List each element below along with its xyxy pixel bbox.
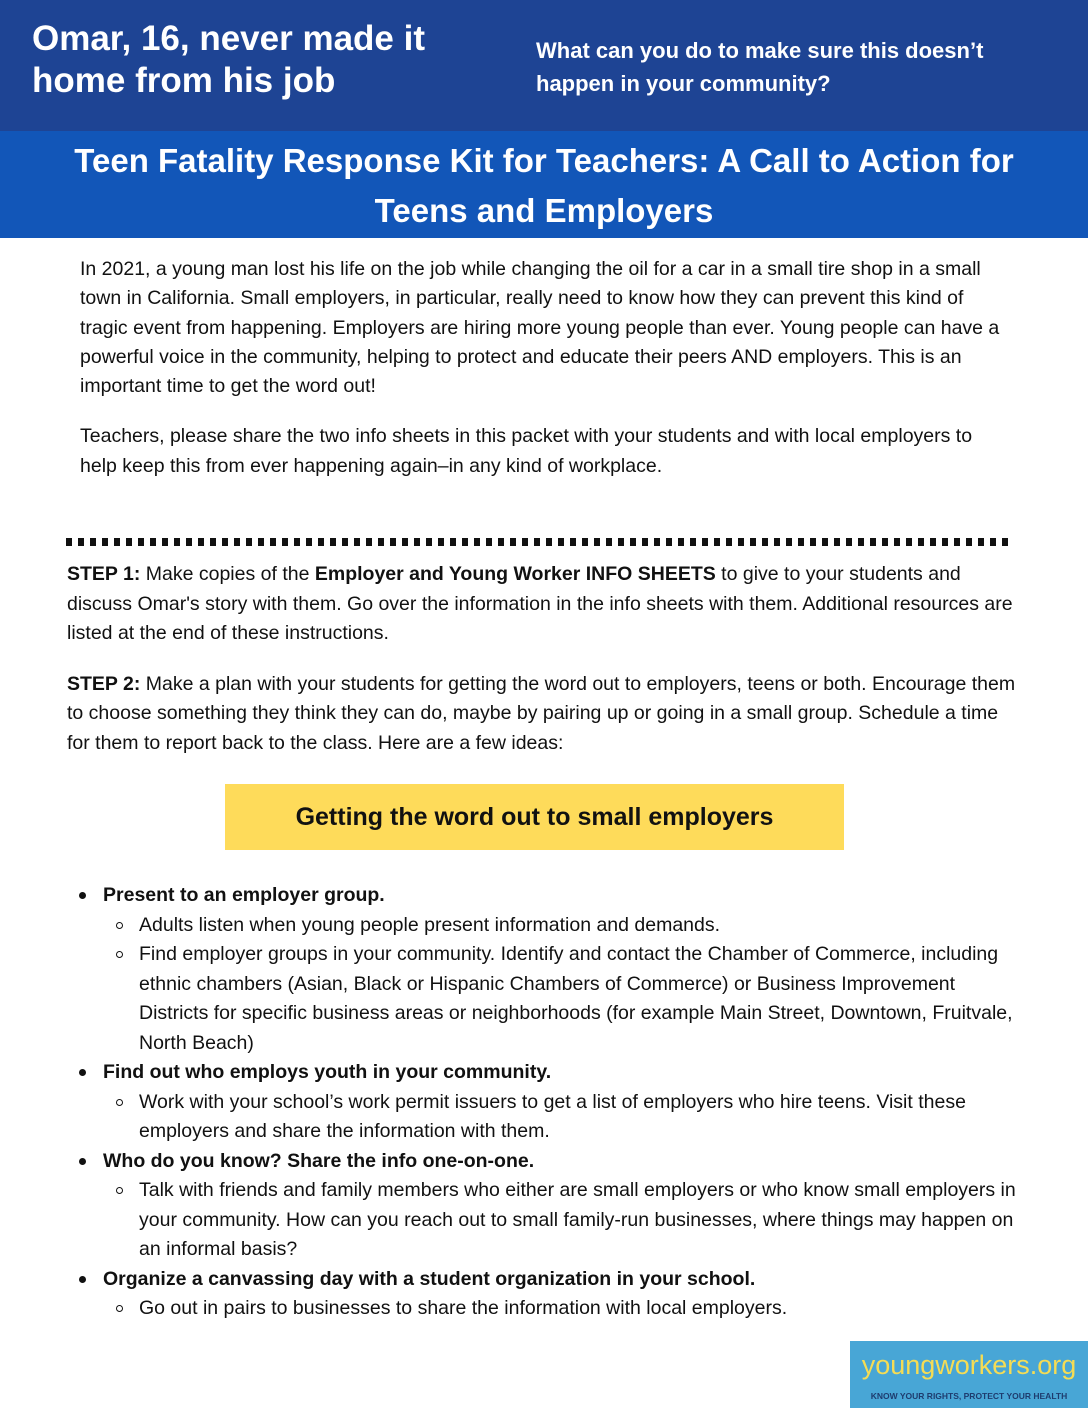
step-text: to give to your students and discuss Omar's story with them. Go over the information in the info sheets with them. Additional resources are listed at the end of these instructions. bbox=[67, 563, 1013, 644]
dotted-divider bbox=[66, 538, 1008, 546]
idea-detail bbox=[67, 911, 1017, 941]
bullet-icon bbox=[79, 892, 86, 899]
step-label: STEP 1: bbox=[67, 563, 141, 585]
idea-detail-text: Find employer groups in your community. Identify and contact the Chamber of Commerce, including ethnic chambers (Asian, Black or Hispanic Chambers of Commerce) or Business Improvement Districts for specific business areas or neighborhoods (for example Main Street, Downtown, Fruitvale, North Beach) bbox=[139, 943, 1013, 1054]
logo-tagline: KNOW YOUR RIGHTS, PROTECT YOUR HEALTH bbox=[870, 1391, 1068, 1401]
step-emphasis: Employer and Young Worker INFO SHEETS bbox=[314, 563, 716, 585]
logo-name: youngworkers.org bbox=[861, 1350, 1077, 1380]
page-title: Teen Fatality Response Kit for Teachers: A Call to Action for Teens and Employers bbox=[74, 142, 1014, 229]
idea-detail-text: Go out in pairs to businesses to share the information with local employers. bbox=[139, 1297, 788, 1319]
idea-detail-text: Talk with friends and family members who either are small employers or who know small employers in your community. How can you reach out to small family-run businesses, where things may happen on an informal basis? bbox=[139, 1179, 1016, 1260]
step-text: Make a plan with your students for getting the word out to employers, teens or both. Encourage them to choose something they think they can do, maybe by pairing up or going in a small group. Schedule a time for them to report back to the class. Here are a few ideas: bbox=[67, 672, 1016, 754]
headline: Omar, 16, never made it home from his job bbox=[32, 19, 425, 100]
step-label: STEP 2: bbox=[67, 672, 141, 695]
idea-detail bbox=[67, 1176, 1017, 1265]
idea-title: Find out who employs youth in your community. bbox=[103, 1061, 552, 1083]
circle-bullet-icon bbox=[116, 922, 123, 929]
idea-detail bbox=[67, 1294, 1017, 1324]
idea-item bbox=[67, 881, 1017, 911]
steps-section bbox=[67, 560, 1017, 779]
idea-detail-text: Work with your school’s work permit issuers to get a list of employers who hire teens. Visit these employers and share the information with them. bbox=[139, 1090, 966, 1142]
circle-bullet-icon bbox=[116, 1305, 123, 1312]
bullet-icon bbox=[79, 1158, 86, 1165]
idea-detail bbox=[67, 940, 1017, 1058]
youngworkers-logo[interactable] bbox=[850, 1341, 1088, 1408]
intro-paragraph: In 2021, a young man lost his life on the job while changing the oil for a car in a small tire shop in a small town in California. Small employers, in particular, really need to know how they can prevent this kind of tragic event from happening. Employers are hiring more young people than ever. Young people can have a powerful voice in the community, helping to protect and educate their peers AND employers. This is an important time to get the word out! bbox=[80, 258, 1000, 398]
idea-title: Present to an employer group. bbox=[103, 884, 385, 906]
section-heading: Getting the word out to small employers bbox=[225, 784, 844, 850]
intro-section bbox=[80, 255, 1010, 502]
step-1 bbox=[67, 560, 1017, 649]
idea-item bbox=[67, 1265, 1017, 1295]
intro-paragraph: Teachers, please share the two info sheets in this packet with your students and with local employers to help keep this from ever happening again–in any kind of workplace. bbox=[80, 425, 973, 477]
circle-bullet-icon bbox=[116, 1187, 123, 1194]
idea-title: Who do you know? Share the info one-on-one. bbox=[103, 1149, 535, 1172]
idea-title: Organize a canvassing day with a student organization in your school. bbox=[103, 1267, 756, 1290]
idea-item bbox=[67, 1058, 1017, 1088]
idea-item bbox=[67, 1147, 1017, 1177]
bullet-icon bbox=[79, 1276, 86, 1283]
circle-bullet-icon bbox=[116, 1099, 123, 1106]
call-to-action-question: What can you do to make sure this doesn’t happen in your community? bbox=[536, 38, 984, 96]
ideas-list bbox=[67, 881, 1017, 1324]
idea-detail-text: Adults listen when young people present information and demands. bbox=[139, 913, 721, 936]
idea-detail bbox=[67, 1088, 1017, 1147]
bullet-icon bbox=[79, 1069, 86, 1076]
circle-bullet-icon bbox=[116, 951, 123, 958]
step-2 bbox=[67, 670, 1017, 759]
step-text: Make copies of the bbox=[140, 563, 315, 585]
